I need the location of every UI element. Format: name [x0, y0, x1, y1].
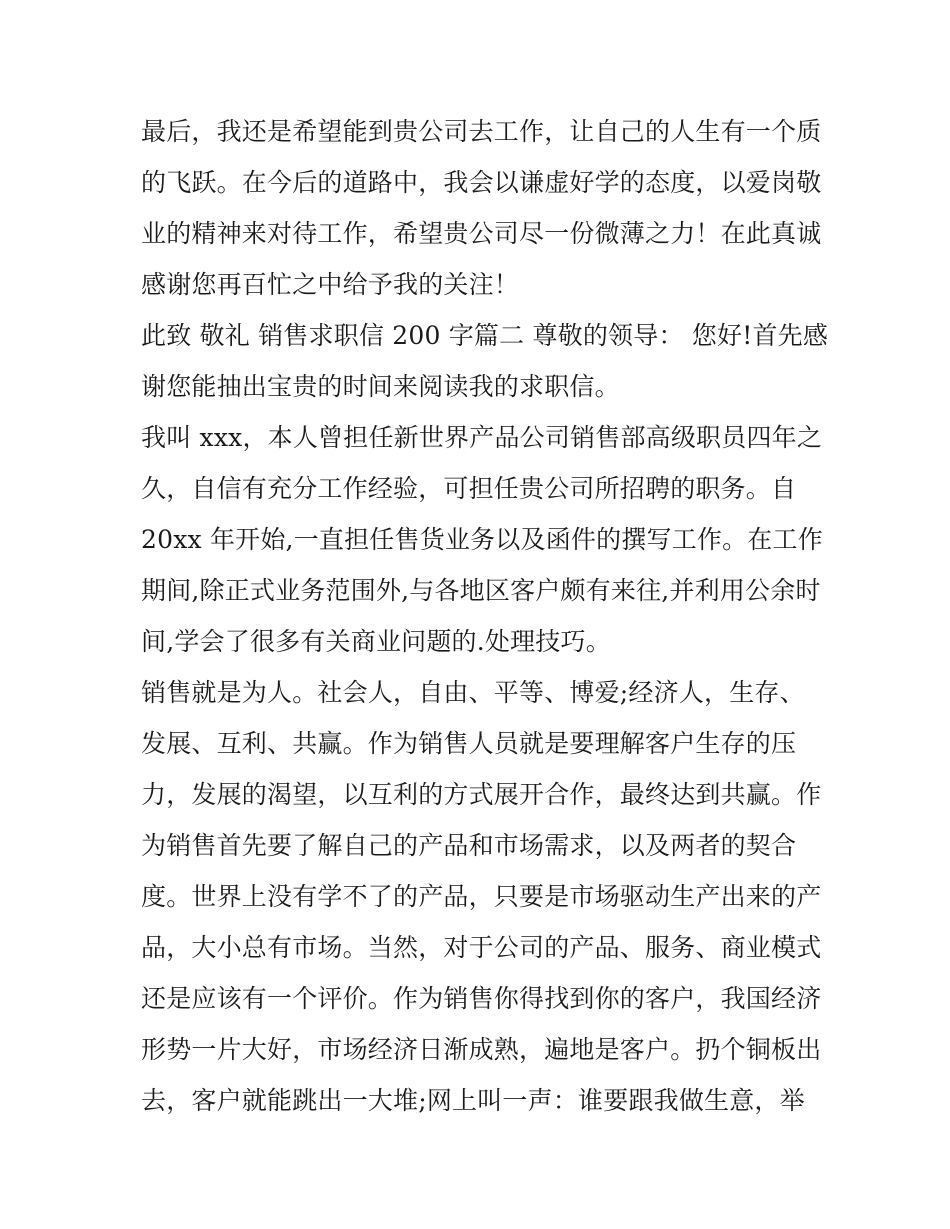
text-line: 品，大小总有市场。当然，对于公司的产品、服务、商业模式 — [141, 933, 822, 962]
text-line: 还是应该有一个评价。作为销售你得找到你的客户，我国经济 — [141, 984, 822, 1013]
text-line: 期间,除正式业务范围外,与各地区客户颇有来往,并利用公余时 — [141, 576, 821, 605]
text-line: 间,学会了很多有关商业问题的.处理技巧。 — [141, 627, 611, 656]
document-body — [141, 106, 829, 1126]
text-line: 去，客户就能跳出一大堆;网上叫一声：谁要跟我做生意，举 — [141, 1086, 805, 1115]
text-line: 为销售首先要了解自己的产品和市场需求，以及两者的契合 — [141, 831, 797, 860]
text-line: 最后，我还是希望能到贵公司去工作，让自己的人生有一个质 — [141, 117, 822, 146]
text-line: 发展、互利、共赢。作为销售人员就是要理解客户生存的压 — [141, 729, 797, 758]
text-line: 形势一片大好，市场经济日渐成熟，遍地是客户。扔个铜板出 — [141, 1035, 822, 1064]
text-line: 度。世界上没有学不了的产品，只要是市场驱动生产出来的产 — [141, 882, 822, 911]
text-line: 我叫 xxx，本人曾担任新世界产品公司销售部高级职员四年之 — [141, 423, 823, 452]
text-line: 力，发展的渴望，以互利的方式展开合作，最终达到共赢。作 — [141, 780, 822, 809]
text-line: 谢您能抽出宝贵的时间来阅读我的求职信。 — [141, 372, 620, 401]
text-line: 业的精神来对待工作，希望贵公司尽一份微薄之力！在此真诚 — [141, 219, 822, 248]
text-line: 此致 敬礼 销售求职信 200 字篇二 尊敬的领导： 您好!首先感 — [141, 321, 829, 350]
text-line: 的飞跃。在今后的道路中，我会以谦虚好学的态度，以爱岗敬 — [141, 168, 822, 197]
text-line: 20xx 年开始,一直担任售货业务以及函件的撰写工作。在工作 — [141, 525, 823, 554]
text-line: 久，自信有充分工作经验，可担任贵公司所招聘的职务。自 — [141, 474, 797, 503]
text-line: 销售就是为人。社会人，自由、平等、博爱;经济人，生存、 — [141, 678, 805, 707]
text-line: 感谢您再百忙之中给予我的关注！ — [141, 270, 520, 299]
